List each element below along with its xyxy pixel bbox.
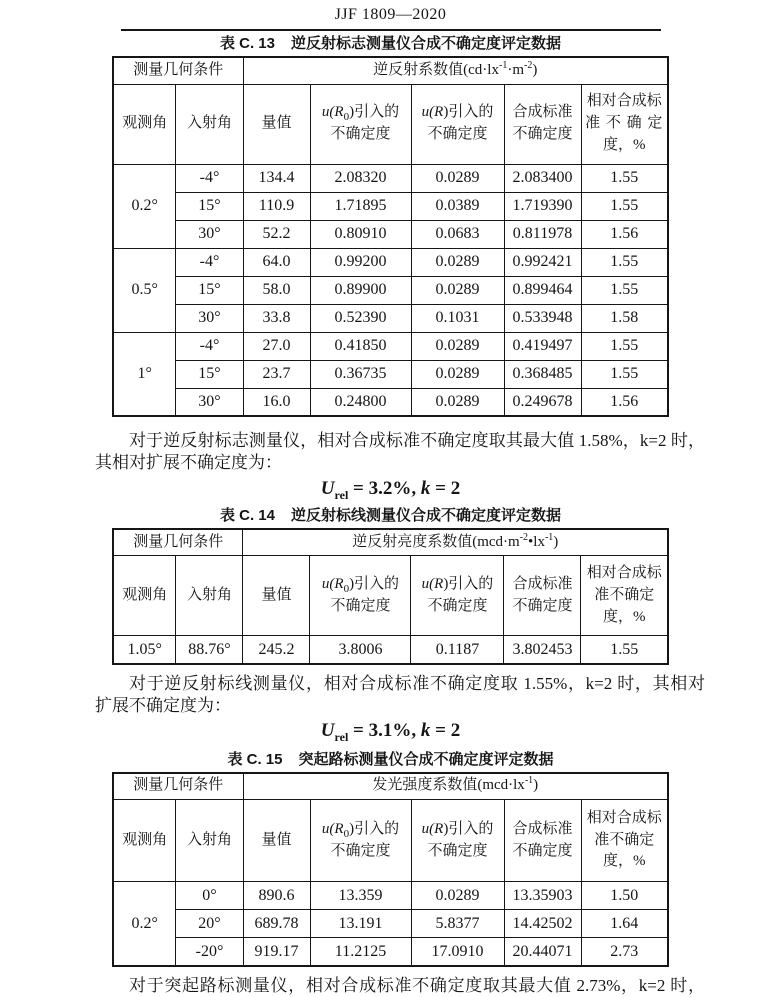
paragraph-line: 对于突起路标测量仪，相对合成标准不确定度取其最大值 2.73%，k=2 时，: [129, 975, 705, 995]
paragraph-c13-conclusion: [95, 430, 705, 474]
math-u-r0: u(R: [321, 104, 344, 121]
header-combined-line1: 合成标准: [512, 104, 573, 121]
header-geometry: 测量几何条件: [113, 773, 243, 800]
cell-ur0: 1.71895: [310, 192, 411, 220]
formula-expanded-uncertainty-2: [0, 719, 781, 749]
formula-k-value: = 2: [430, 719, 461, 741]
math-u-r: u(R: [421, 104, 444, 121]
header-divider: [121, 29, 661, 31]
cell-ur0: 3.8006: [310, 636, 411, 664]
table-row: [113, 388, 668, 416]
table-row: [113, 556, 668, 636]
table-row: [113, 773, 668, 800]
cell-observation-angle: 0.5°: [113, 248, 176, 332]
header-relative-line3: 度，%: [603, 853, 646, 870]
header-ur: [411, 800, 504, 882]
cell-value: 33.8: [243, 304, 310, 332]
cell-relative: 1.58: [581, 304, 668, 332]
unit-sup: -1: [544, 531, 554, 543]
cell-relative: 1.55: [581, 164, 668, 192]
formula-value: = 3.2%,: [348, 478, 421, 499]
formula-value: = 3.1%,: [348, 719, 421, 741]
table-row: [113, 910, 668, 938]
cell-value: 890.6: [243, 882, 310, 910]
cell-value: 134.4: [243, 164, 310, 192]
cell-relative: 1.55: [581, 332, 668, 360]
table-c13-label: 表 C. 13: [219, 35, 275, 52]
cell-relative: 1.56: [581, 220, 668, 248]
unit-text: ): [533, 777, 539, 794]
formula-expanded-uncertainty-1: [0, 477, 781, 507]
header-ur0-line2: 不确定度: [330, 842, 391, 859]
unit-text: •lx: [528, 533, 545, 550]
unit-text: 逆反射亮度系数值(mcd·m: [352, 533, 520, 550]
unit-sup: -2: [519, 531, 529, 543]
math-U: U: [320, 478, 335, 499]
cell-ur0: 0.99200: [310, 248, 411, 276]
header-combined: [504, 800, 581, 882]
cell-relative: 1.55: [581, 360, 668, 388]
cell-observation-angle: 0.2°: [113, 164, 176, 248]
header-relative-line2: 准不确定: [594, 586, 655, 603]
header-relative: [581, 84, 668, 164]
cell-relative: 1.55: [581, 248, 668, 276]
table-row: [113, 304, 668, 332]
cell-incidence-angle: 20°: [176, 910, 243, 938]
table-row: [113, 276, 668, 304]
header-combined-line2: 不确定度: [512, 126, 573, 142]
cell-incidence-angle: -4°: [176, 164, 243, 192]
cell-combined: 14.42502: [504, 910, 581, 938]
math-u-r: u(R: [421, 820, 444, 837]
header-ur-line2: 不确定度: [427, 126, 488, 142]
cell-ur: 0.0683: [411, 220, 504, 248]
math-u-r0: u(R: [321, 576, 344, 593]
header-ur-line2: 不确定度: [427, 842, 488, 859]
table-row: [113, 192, 668, 220]
cell-combined: 13.35903: [504, 882, 581, 910]
header-combined-line2: 不确定度: [512, 597, 573, 614]
table-row: [113, 57, 668, 84]
header-ur0-text: )引入的: [349, 104, 400, 121]
cell-observation-angle: 0.2°: [113, 882, 176, 966]
table-row: [113, 360, 668, 388]
cell-ur: 0.1187: [411, 636, 504, 664]
cell-ur: 17.0910: [411, 938, 504, 966]
cell-ur: 0.0289: [411, 164, 504, 192]
header-combined-line1: 合成标准: [512, 820, 573, 837]
cell-incidence-angle: 30°: [176, 304, 243, 332]
header-relative-line2: 准不确定: [594, 831, 655, 848]
header-incidence-angle: 入射角: [176, 556, 243, 636]
header-quantity: 量值: [243, 556, 310, 636]
cell-relative: 1.55: [581, 636, 668, 664]
cell-value: 919.17: [243, 938, 310, 966]
header-ur: [411, 556, 504, 636]
header-relative-line3: 度，%: [603, 608, 646, 625]
header-quantity: 量值: [243, 800, 310, 882]
cell-value: 58.0: [243, 276, 310, 304]
cell-ur0: 0.24800: [310, 388, 411, 416]
cell-relative: 1.56: [581, 388, 668, 416]
header-combined-line2: 不确定度: [512, 842, 573, 859]
header-incidence-angle: 入射角: [176, 84, 243, 164]
header-incidence-angle: 入射角: [176, 800, 243, 882]
table-c15-title-text: 突起路标测量仪合成不确定度评定数据: [298, 750, 554, 768]
table-row: [113, 248, 668, 276]
header-ur0-text: )引入的: [349, 820, 400, 837]
unit-text: ): [553, 533, 559, 550]
cell-ur: 0.0389: [411, 192, 504, 220]
table-row: [113, 882, 668, 910]
table-c13-title-text: 逆反射标志测量仪合成不确定度评定数据: [291, 35, 562, 52]
table-row: [113, 938, 668, 966]
cell-combined: 1.719390: [504, 192, 581, 220]
unit-sup: -2: [524, 59, 533, 71]
cell-ur: 0.0289: [411, 332, 504, 360]
table-c15: [112, 772, 669, 967]
cell-ur0: 2.08320: [310, 164, 411, 192]
cell-combined: 0.249678: [504, 388, 581, 416]
header-ur0: [310, 84, 411, 164]
table-c15-label: 表 C. 15: [227, 750, 283, 768]
header-relative-line2: 准 不 确 定: [585, 115, 664, 132]
table-row: [113, 332, 668, 360]
table-c14-label: 表 C. 14: [219, 506, 275, 524]
unit-text: ): [532, 61, 538, 78]
math-sub-0: 0: [343, 827, 350, 840]
header-ur0-text: )引入的: [349, 576, 400, 593]
cell-value: 689.78: [243, 910, 310, 938]
header-geometry: 测量几何条件: [113, 57, 243, 84]
cell-ur: 0.0289: [411, 276, 504, 304]
unit-sup: -1: [498, 59, 508, 71]
cell-value: 64.0: [243, 248, 310, 276]
cell-ur: 0.0289: [411, 248, 504, 276]
cell-combined: 0.992421: [504, 248, 581, 276]
cell-observation-angle: 1.05°: [113, 636, 176, 664]
header-ur-text: )引入的: [443, 104, 494, 121]
paragraph-line: 对于逆反射标线测量仪，相对合成标准不确定度取 1.55%，k=2 时，其相对: [129, 673, 705, 693]
cell-combined: 0.368485: [504, 360, 581, 388]
table-row: [113, 800, 668, 882]
header-quantity: 量值: [243, 84, 310, 164]
cell-incidence-angle: 15°: [176, 192, 243, 220]
cell-combined: 2.083400: [504, 164, 581, 192]
cell-combined: 0.899464: [504, 276, 581, 304]
math-k: k: [420, 719, 431, 741]
header-relative-line1: 相对合成标: [586, 809, 662, 826]
paragraph-c15-conclusion: [95, 975, 705, 997]
cell-ur: 5.8377: [411, 910, 504, 938]
header-relative-line1: 相对合成标: [586, 565, 662, 582]
cell-value: 245.2: [243, 636, 310, 664]
cell-ur: 0.0289: [411, 360, 504, 388]
header-ur0: [310, 800, 411, 882]
cell-value: 16.0: [243, 388, 310, 416]
paragraph-c14-conclusion: [95, 673, 705, 717]
paragraph-line: 其相对扩展不确定度为：: [95, 453, 282, 472]
math-sub-0: 0: [343, 111, 350, 124]
formula-k-value: = 2: [430, 478, 461, 499]
cell-ur: 0.0289: [411, 388, 504, 416]
cell-value: 27.0: [243, 332, 310, 360]
cell-ur0: 0.41850: [310, 332, 411, 360]
cell-relative: 1.50: [581, 882, 668, 910]
cell-combined: 0.811978: [504, 220, 581, 248]
cell-combined: 3.802453: [504, 636, 581, 664]
unit-sup: -1: [524, 775, 534, 787]
cell-incidence-angle: 0°: [176, 882, 243, 910]
header-relative-line3: 度，%: [603, 136, 646, 153]
header-combined: [504, 556, 581, 636]
header-unit: [243, 773, 668, 800]
table-row: [113, 164, 668, 192]
header-observation-angle: 观测角: [113, 84, 176, 164]
table-c15-title: [0, 751, 781, 768]
header-ur0-line2: 不确定度: [330, 126, 391, 142]
cell-relative: 2.73: [581, 938, 668, 966]
math-u-r0: u(R: [321, 820, 344, 837]
header-geometry: 测量几何条件: [113, 529, 243, 556]
header-ur-text: )引入的: [443, 576, 494, 593]
cell-ur0: 11.2125: [310, 938, 411, 966]
header-ur0-line2: 不确定度: [330, 597, 391, 614]
unit-text: ·m: [507, 61, 524, 78]
paragraph-line: 扩展不确定度为：: [95, 695, 231, 715]
header-unit: [243, 529, 668, 556]
paragraph-line: 对于逆反射标志测量仪，相对合成标准不确定度取其最大值 1.58%，k=2 时，: [129, 431, 705, 450]
header-unit: [243, 57, 668, 84]
cell-combined: 20.44071: [504, 938, 581, 966]
cell-ur0: 0.36735: [310, 360, 411, 388]
cell-incidence-angle: 30°: [176, 220, 243, 248]
cell-combined: 0.419497: [504, 332, 581, 360]
header-observation-angle: 观测角: [113, 800, 176, 882]
cell-ur0: 0.52390: [310, 304, 411, 332]
header-relative: [581, 556, 668, 636]
cell-relative: 1.55: [581, 192, 668, 220]
header-ur-line2: 不确定度: [427, 597, 488, 614]
header-ur: [411, 84, 504, 164]
math-sub-rel: rel: [334, 487, 349, 502]
table-c14-title: [0, 507, 781, 524]
math-k: k: [420, 478, 431, 499]
table-c13: [112, 56, 669, 417]
table-c14-title-text: 逆反射标线测量仪合成不确定度评定数据: [291, 506, 562, 524]
unit-text: 发光强度系数值(mcd·lx: [372, 777, 525, 794]
header-relative: [581, 800, 668, 882]
cell-incidence-angle: -4°: [176, 332, 243, 360]
math-sub-rel: rel: [334, 729, 349, 744]
math-sub-0: 0: [343, 583, 350, 596]
table-c13-title: [0, 35, 781, 52]
table-row: [113, 636, 668, 664]
cell-incidence-angle: -4°: [176, 248, 243, 276]
table-row: [113, 84, 668, 164]
cell-relative: 1.64: [581, 910, 668, 938]
header-observation-angle: 观测角: [113, 556, 176, 636]
unit-text: 逆反射系数值(cd·lx: [373, 61, 499, 78]
cell-incidence-angle: -20°: [176, 938, 243, 966]
math-U: U: [320, 719, 335, 741]
cell-incidence-angle: 15°: [176, 276, 243, 304]
header-ur0: [310, 556, 411, 636]
cell-combined: 0.533948: [504, 304, 581, 332]
cell-ur: 0.0289: [411, 882, 504, 910]
cell-incidence-angle: 88.76°: [176, 636, 243, 664]
cell-ur0: 0.89900: [310, 276, 411, 304]
header-combined-line1: 合成标准: [512, 576, 573, 593]
cell-ur0: 0.80910: [310, 220, 411, 248]
cell-incidence-angle: 30°: [176, 388, 243, 416]
math-u-r: u(R: [421, 576, 444, 593]
cell-value: 52.2: [243, 220, 310, 248]
cell-ur0: 13.359: [310, 882, 411, 910]
table-c14: [112, 528, 669, 665]
table-row: [113, 529, 668, 556]
header-relative-line1: 相对合成标: [586, 93, 662, 110]
doc-header-code: JJF 1809—2020: [334, 6, 447, 23]
cell-ur0: 13.191: [310, 910, 411, 938]
cell-value: 23.7: [243, 360, 310, 388]
cell-relative: 1.55: [581, 276, 668, 304]
cell-ur: 0.1031: [411, 304, 504, 332]
header-ur-text: )引入的: [443, 820, 494, 837]
cell-value: 110.9: [243, 192, 310, 220]
cell-observation-angle: 1°: [113, 332, 176, 416]
header-combined: [504, 84, 581, 164]
table-row: [113, 220, 668, 248]
cell-incidence-angle: 15°: [176, 360, 243, 388]
